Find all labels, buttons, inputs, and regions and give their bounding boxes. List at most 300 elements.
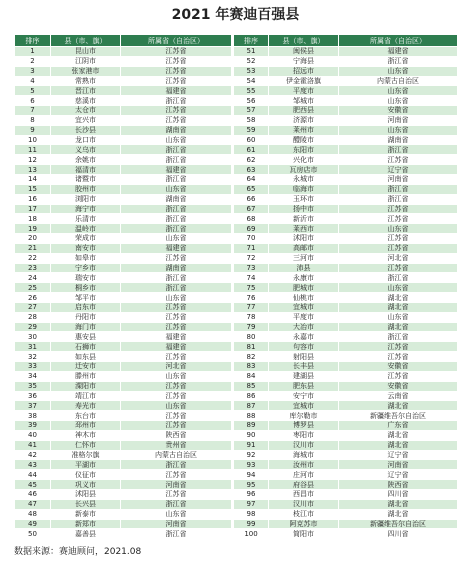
county-cell-left: 张家港市 [51, 66, 121, 76]
province-cell-right: 湖北省 [339, 430, 458, 440]
rank-cell-right: 98 [233, 509, 269, 519]
province-cell-left: 浙江省 [121, 273, 233, 283]
rank-cell-left: 13 [15, 165, 51, 175]
province-cell-right: 湖北省 [339, 440, 458, 450]
province-cell-left: 江苏省 [121, 421, 233, 431]
province-cell-left: 江苏省 [121, 322, 233, 332]
province-cell-left: 浙江省 [121, 460, 233, 470]
province-cell-right: 山东省 [339, 66, 458, 76]
province-cell-left: 陕西省 [121, 430, 233, 440]
county-cell-right: 汝州市 [269, 460, 339, 470]
rank-cell-right: 93 [233, 460, 269, 470]
table-row [15, 243, 458, 253]
county-cell-left: 温岭市 [51, 224, 121, 234]
rank-cell-left: 19 [15, 224, 51, 234]
province-cell-left: 江苏省 [121, 352, 233, 362]
province-cell-right: 浙江省 [339, 145, 458, 155]
rank-cell-left: 27 [15, 302, 51, 312]
table-row [15, 381, 458, 391]
county-cell-left: 神木市 [51, 430, 121, 440]
province-cell-right: 内蒙古自治区 [339, 76, 458, 86]
county-cell-right: 西昌市 [269, 489, 339, 499]
province-cell-left: 内蒙古自治区 [121, 450, 233, 460]
rank-cell-right: 74 [233, 273, 269, 283]
header-rank-right: 排序 [233, 35, 269, 47]
county-cell-left: 平湖市 [51, 460, 121, 470]
rank-cell-right: 64 [233, 174, 269, 184]
rank-cell-left: 4 [15, 76, 51, 86]
rank-cell-right: 53 [233, 66, 269, 76]
province-cell-left: 浙江省 [121, 96, 233, 106]
table-row [15, 450, 458, 460]
province-cell-right: 湖北省 [339, 293, 458, 303]
province-cell-left: 山东省 [121, 293, 233, 303]
county-cell-right: 仙桃市 [269, 293, 339, 303]
county-cell-left: 邹平市 [51, 293, 121, 303]
county-cell-right: 平度市 [269, 312, 339, 322]
province-cell-right: 江苏省 [339, 204, 458, 214]
rank-cell-left: 45 [15, 480, 51, 490]
rank-cell-right: 56 [233, 96, 269, 106]
county-cell-right: 永城市 [269, 174, 339, 184]
table-row [15, 253, 458, 263]
table-row [15, 302, 458, 312]
rank-cell-right: 78 [233, 312, 269, 322]
rank-cell-right: 71 [233, 243, 269, 253]
rank-cell-left: 37 [15, 401, 51, 411]
rank-cell-left: 48 [15, 509, 51, 519]
county-cell-right: 邹城市 [269, 96, 339, 106]
county-cell-left: 胶州市 [51, 184, 121, 194]
province-cell-left: 江苏省 [121, 489, 233, 499]
county-cell-right: 沭阳市 [269, 234, 339, 244]
province-cell-right: 湖北省 [339, 302, 458, 312]
county-cell-right: 莱州市 [269, 125, 339, 135]
province-cell-right: 河南省 [339, 174, 458, 184]
county-cell-left: 瑞安市 [51, 273, 121, 283]
province-cell-left: 浙江省 [121, 145, 233, 155]
province-cell-right: 河北省 [339, 253, 458, 263]
rank-cell-left: 44 [15, 470, 51, 480]
county-cell-right: 简阳市 [269, 529, 339, 539]
province-cell-left: 江苏省 [121, 381, 233, 391]
table-row [15, 283, 458, 293]
province-cell-right: 云南省 [339, 391, 458, 401]
rank-cell-right: 51 [233, 47, 269, 57]
county-cell-left: 石狮市 [51, 342, 121, 352]
rank-cell-left: 28 [15, 312, 51, 322]
province-cell-right: 四川省 [339, 489, 458, 499]
county-cell-right: 永康市 [269, 273, 339, 283]
rank-cell-left: 42 [15, 450, 51, 460]
rank-cell-left: 21 [15, 243, 51, 253]
table-row [15, 106, 458, 116]
province-cell-left: 山东省 [121, 184, 233, 194]
county-cell-right: 宜城市 [269, 302, 339, 312]
county-cell-right: 博罗县 [269, 421, 339, 431]
rank-cell-left: 41 [15, 440, 51, 450]
table-row [15, 96, 458, 106]
county-cell-left: 启东市 [51, 302, 121, 312]
table-row [15, 322, 458, 332]
rank-cell-right: 84 [233, 371, 269, 381]
rank-cell-right: 61 [233, 145, 269, 155]
rank-cell-right: 91 [233, 440, 269, 450]
county-cell-left: 新郑市 [51, 519, 121, 529]
province-cell-left: 山东省 [121, 401, 233, 411]
table-row [15, 440, 458, 450]
province-cell-right: 新疆维吾尔自治区 [339, 519, 458, 529]
county-cell-right: 醴陵市 [269, 135, 339, 145]
province-cell-left: 福建省 [121, 332, 233, 342]
province-cell-right: 安徽省 [339, 106, 458, 116]
table-row [15, 224, 458, 234]
rank-cell-left: 39 [15, 421, 51, 431]
province-cell-left: 湖南省 [121, 194, 233, 204]
county-cell-right: 库尔勒市 [269, 411, 339, 421]
county-cell-left: 常熟市 [51, 76, 121, 86]
table-row [15, 332, 458, 342]
table-row [15, 204, 458, 214]
province-cell-right: 江苏省 [339, 371, 458, 381]
county-cell-right: 长丰县 [269, 362, 339, 372]
province-cell-left: 浙江省 [121, 283, 233, 293]
table-row [15, 519, 458, 529]
table-row [15, 470, 458, 480]
rank-cell-left: 15 [15, 184, 51, 194]
province-cell-left: 山东省 [121, 135, 233, 145]
table-row [15, 489, 458, 499]
province-cell-right: 安徽省 [339, 362, 458, 372]
county-cell-right: 阿克苏市 [269, 519, 339, 529]
province-cell-right: 江苏省 [339, 243, 458, 253]
table-row [15, 509, 458, 519]
county-cell-left: 溧阳市 [51, 381, 121, 391]
table-row [15, 56, 458, 66]
county-cell-left: 长沙县 [51, 125, 121, 135]
province-cell-left: 浙江省 [121, 204, 233, 214]
province-cell-right: 新疆维吾尔自治区 [339, 411, 458, 421]
table-row [15, 165, 458, 175]
province-cell-right: 山东省 [339, 86, 458, 96]
rank-cell-right: 77 [233, 302, 269, 312]
county-cell-right: 肥城市 [269, 283, 339, 293]
table-row [15, 342, 458, 352]
county-cell-right: 招远市 [269, 66, 339, 76]
rank-cell-left: 35 [15, 381, 51, 391]
province-cell-left: 山东省 [121, 371, 233, 381]
rank-cell-right: 76 [233, 293, 269, 303]
province-cell-right: 江苏省 [339, 342, 458, 352]
county-cell-right: 射阳县 [269, 352, 339, 362]
rank-cell-left: 1 [15, 47, 51, 57]
rank-cell-right: 72 [233, 253, 269, 263]
rank-cell-right: 86 [233, 391, 269, 401]
county-cell-right: 句容市 [269, 342, 339, 352]
rank-cell-right: 52 [233, 56, 269, 66]
table-row [15, 115, 458, 125]
county-cell-right: 玉环市 [269, 194, 339, 204]
rank-cell-left: 6 [15, 96, 51, 106]
province-cell-left: 江苏省 [121, 470, 233, 480]
county-cell-right: 伊金霍洛旗 [269, 76, 339, 86]
table-row [15, 480, 458, 490]
county-cell-left: 荣成市 [51, 234, 121, 244]
county-cell-right: 三河市 [269, 253, 339, 263]
table-row [15, 421, 458, 431]
rank-cell-right: 65 [233, 184, 269, 194]
rank-cell-right: 59 [233, 125, 269, 135]
county-cell-right: 东阳市 [269, 145, 339, 155]
county-cell-right: 汉川市 [269, 440, 339, 450]
county-cell-left: 宜兴市 [51, 115, 121, 125]
province-cell-right: 福建省 [339, 47, 458, 57]
rank-cell-left: 24 [15, 273, 51, 283]
rank-cell-left: 17 [15, 204, 51, 214]
rank-cell-left: 11 [15, 145, 51, 155]
county-cell-left: 仪征市 [51, 470, 121, 480]
county-cell-left: 余姚市 [51, 155, 121, 165]
county-cell-right: 临海市 [269, 184, 339, 194]
county-cell-right: 济源市 [269, 115, 339, 125]
province-cell-right: 江苏省 [339, 214, 458, 224]
province-cell-left: 江苏省 [121, 47, 233, 57]
county-cell-right: 汉川市 [269, 499, 339, 509]
province-cell-left: 浙江省 [121, 174, 233, 184]
rank-cell-right: 95 [233, 480, 269, 490]
rank-cell-left: 36 [15, 391, 51, 401]
province-cell-left: 浙江省 [121, 499, 233, 509]
county-cell-right: 宁海县 [269, 56, 339, 66]
county-cell-right: 安宁市 [269, 391, 339, 401]
rank-cell-left: 29 [15, 322, 51, 332]
province-cell-right: 湖北省 [339, 509, 458, 519]
rank-cell-left: 5 [15, 86, 51, 96]
province-cell-right: 安徽省 [339, 381, 458, 391]
rank-cell-right: 62 [233, 155, 269, 165]
table-row [15, 352, 458, 362]
province-cell-right: 辽宁省 [339, 450, 458, 460]
province-cell-right: 山东省 [339, 224, 458, 234]
province-cell-left: 福建省 [121, 342, 233, 352]
county-cell-right: 肥西县 [269, 106, 339, 116]
county-cell-right: 莱西市 [269, 224, 339, 234]
province-cell-right: 江苏省 [339, 234, 458, 244]
data-source-note: 数据来源：赛迪顾问，2021.08 [14, 547, 142, 557]
rank-cell-right: 73 [233, 263, 269, 273]
county-cell-right: 扬中市 [269, 204, 339, 214]
province-cell-right: 浙江省 [339, 332, 458, 342]
rank-cell-right: 85 [233, 381, 269, 391]
table-row [15, 371, 458, 381]
province-cell-right: 江苏省 [339, 263, 458, 273]
rank-cell-left: 30 [15, 332, 51, 342]
table-header-row [15, 35, 458, 47]
county-cell-left: 龙口市 [51, 135, 121, 145]
province-cell-right: 浙江省 [339, 56, 458, 66]
county-cell-right: 平度市 [269, 86, 339, 96]
province-cell-left: 浙江省 [121, 529, 233, 539]
province-cell-right: 山东省 [339, 283, 458, 293]
county-cell-left: 海宁市 [51, 204, 121, 214]
county-cell-right: 宜城市 [269, 401, 339, 411]
rank-cell-left: 7 [15, 106, 51, 116]
county-cell-left: 义乌市 [51, 145, 121, 155]
rank-cell-left: 22 [15, 253, 51, 263]
rank-cell-left: 10 [15, 135, 51, 145]
rank-cell-left: 40 [15, 430, 51, 440]
province-cell-right: 辽宁省 [339, 470, 458, 480]
rank-cell-right: 67 [233, 204, 269, 214]
province-cell-left: 湖南省 [121, 263, 233, 273]
province-cell-right: 湖北省 [339, 401, 458, 411]
rank-cell-right: 63 [233, 165, 269, 175]
county-cell-right: 海城市 [269, 450, 339, 460]
rank-cell-left: 49 [15, 519, 51, 529]
province-cell-left: 福建省 [121, 165, 233, 175]
province-cell-right: 陕西省 [339, 480, 458, 490]
rank-cell-left: 20 [15, 234, 51, 244]
rank-cell-right: 75 [233, 283, 269, 293]
province-cell-left: 江苏省 [121, 66, 233, 76]
rank-cell-left: 47 [15, 499, 51, 509]
province-cell-right: 浙江省 [339, 184, 458, 194]
county-cell-left: 宁乡市 [51, 263, 121, 273]
county-cell-left: 惠安县 [51, 332, 121, 342]
rank-cell-right: 89 [233, 421, 269, 431]
rank-cell-right: 68 [233, 214, 269, 224]
province-cell-right: 广东省 [339, 421, 458, 431]
province-cell-right: 山东省 [339, 125, 458, 135]
province-cell-left: 江苏省 [121, 411, 233, 421]
rank-cell-right: 96 [233, 489, 269, 499]
rank-cell-left: 3 [15, 66, 51, 76]
page-title: 2021 年赛迪百强县 [171, 7, 300, 23]
province-cell-left: 江苏省 [121, 312, 233, 322]
rank-cell-left: 34 [15, 371, 51, 381]
table-row [15, 214, 458, 224]
rank-cell-right: 87 [233, 401, 269, 411]
county-cell-left: 丹阳市 [51, 312, 121, 322]
table-row [15, 145, 458, 155]
county-cell-left: 太仓市 [51, 106, 121, 116]
county-cell-left: 寿光市 [51, 401, 121, 411]
county-cell-right: 大冶市 [269, 322, 339, 332]
county-cell-left: 仁怀市 [51, 440, 121, 450]
province-cell-left: 浙江省 [121, 214, 233, 224]
province-cell-left: 江苏省 [121, 302, 233, 312]
county-cell-left: 嘉善县 [51, 529, 121, 539]
rank-cell-right: 54 [233, 76, 269, 86]
county-cell-left: 南安市 [51, 243, 121, 253]
province-cell-right: 浙江省 [339, 194, 458, 204]
county-cell-left: 江阴市 [51, 56, 121, 66]
county-cell-left: 靖江市 [51, 391, 121, 401]
province-cell-right: 浙江省 [339, 273, 458, 283]
header-rank-left: 排序 [15, 35, 51, 47]
rank-cell-right: 70 [233, 234, 269, 244]
province-cell-left: 江苏省 [121, 115, 233, 125]
table-row [15, 86, 458, 96]
rank-cell-left: 2 [15, 56, 51, 66]
rank-cell-left: 23 [15, 263, 51, 273]
rank-cell-left: 46 [15, 489, 51, 499]
table-row [15, 499, 458, 509]
county-cell-left: 如皋市 [51, 253, 121, 263]
province-cell-left: 江苏省 [121, 106, 233, 116]
rank-cell-right: 83 [233, 362, 269, 372]
province-cell-left: 浙江省 [121, 155, 233, 165]
rank-cell-right: 57 [233, 106, 269, 116]
province-cell-right: 河南省 [339, 115, 458, 125]
county-cell-right: 瓦房店市 [269, 165, 339, 175]
rank-cell-left: 25 [15, 283, 51, 293]
rank-cell-right: 88 [233, 411, 269, 421]
county-cell-right: 永嘉市 [269, 332, 339, 342]
county-cell-left: 昆山市 [51, 47, 121, 57]
table-row [15, 263, 458, 273]
county-cell-left: 晋江市 [51, 86, 121, 96]
rank-cell-left: 8 [15, 115, 51, 125]
county-cell-right: 兴化市 [269, 155, 339, 165]
province-cell-left: 江苏省 [121, 253, 233, 263]
table-row [15, 155, 458, 165]
province-cell-right: 湖南省 [339, 135, 458, 145]
table-row [15, 194, 458, 204]
table-row [15, 76, 458, 86]
county-cell-left: 准格尔旗 [51, 450, 121, 460]
table-row [15, 312, 458, 322]
rank-cell-left: 33 [15, 362, 51, 372]
header-county-right: 县（市、旗） [269, 35, 339, 47]
rank-cell-right: 81 [233, 342, 269, 352]
county-cell-left: 诸暨市 [51, 174, 121, 184]
rank-cell-left: 14 [15, 174, 51, 184]
county-cell-right: 府谷县 [269, 480, 339, 490]
province-cell-right: 湖北省 [339, 322, 458, 332]
rank-cell-left: 43 [15, 460, 51, 470]
province-cell-right: 湖北省 [339, 499, 458, 509]
table-row [15, 391, 458, 401]
rank-cell-right: 69 [233, 224, 269, 234]
rank-cell-right: 92 [233, 450, 269, 460]
province-cell-left: 河北省 [121, 362, 233, 372]
table-row [15, 460, 458, 470]
province-cell-right: 河南省 [339, 460, 458, 470]
table-row [15, 234, 458, 244]
province-cell-left: 山东省 [121, 509, 233, 519]
rank-cell-right: 66 [233, 194, 269, 204]
header-county-left: 县（市、旗） [51, 35, 121, 47]
table-row [15, 411, 458, 421]
county-cell-left: 巩义市 [51, 480, 121, 490]
province-cell-right: 辽宁省 [339, 165, 458, 175]
county-cell-left: 福清市 [51, 165, 121, 175]
ranking-table [14, 34, 458, 539]
county-cell-left: 浏阳市 [51, 194, 121, 204]
province-cell-left: 贵州省 [121, 440, 233, 450]
province-cell-left: 山东省 [121, 234, 233, 244]
province-cell-left: 浙江省 [121, 224, 233, 234]
county-cell-left: 东台市 [51, 411, 121, 421]
rank-cell-right: 100 [233, 529, 269, 539]
province-cell-left: 福建省 [121, 86, 233, 96]
county-cell-left: 滕州市 [51, 371, 121, 381]
province-cell-right: 江苏省 [339, 155, 458, 165]
rank-cell-right: 99 [233, 519, 269, 529]
province-cell-right: 四川省 [339, 529, 458, 539]
county-cell-right: 肥东县 [269, 381, 339, 391]
